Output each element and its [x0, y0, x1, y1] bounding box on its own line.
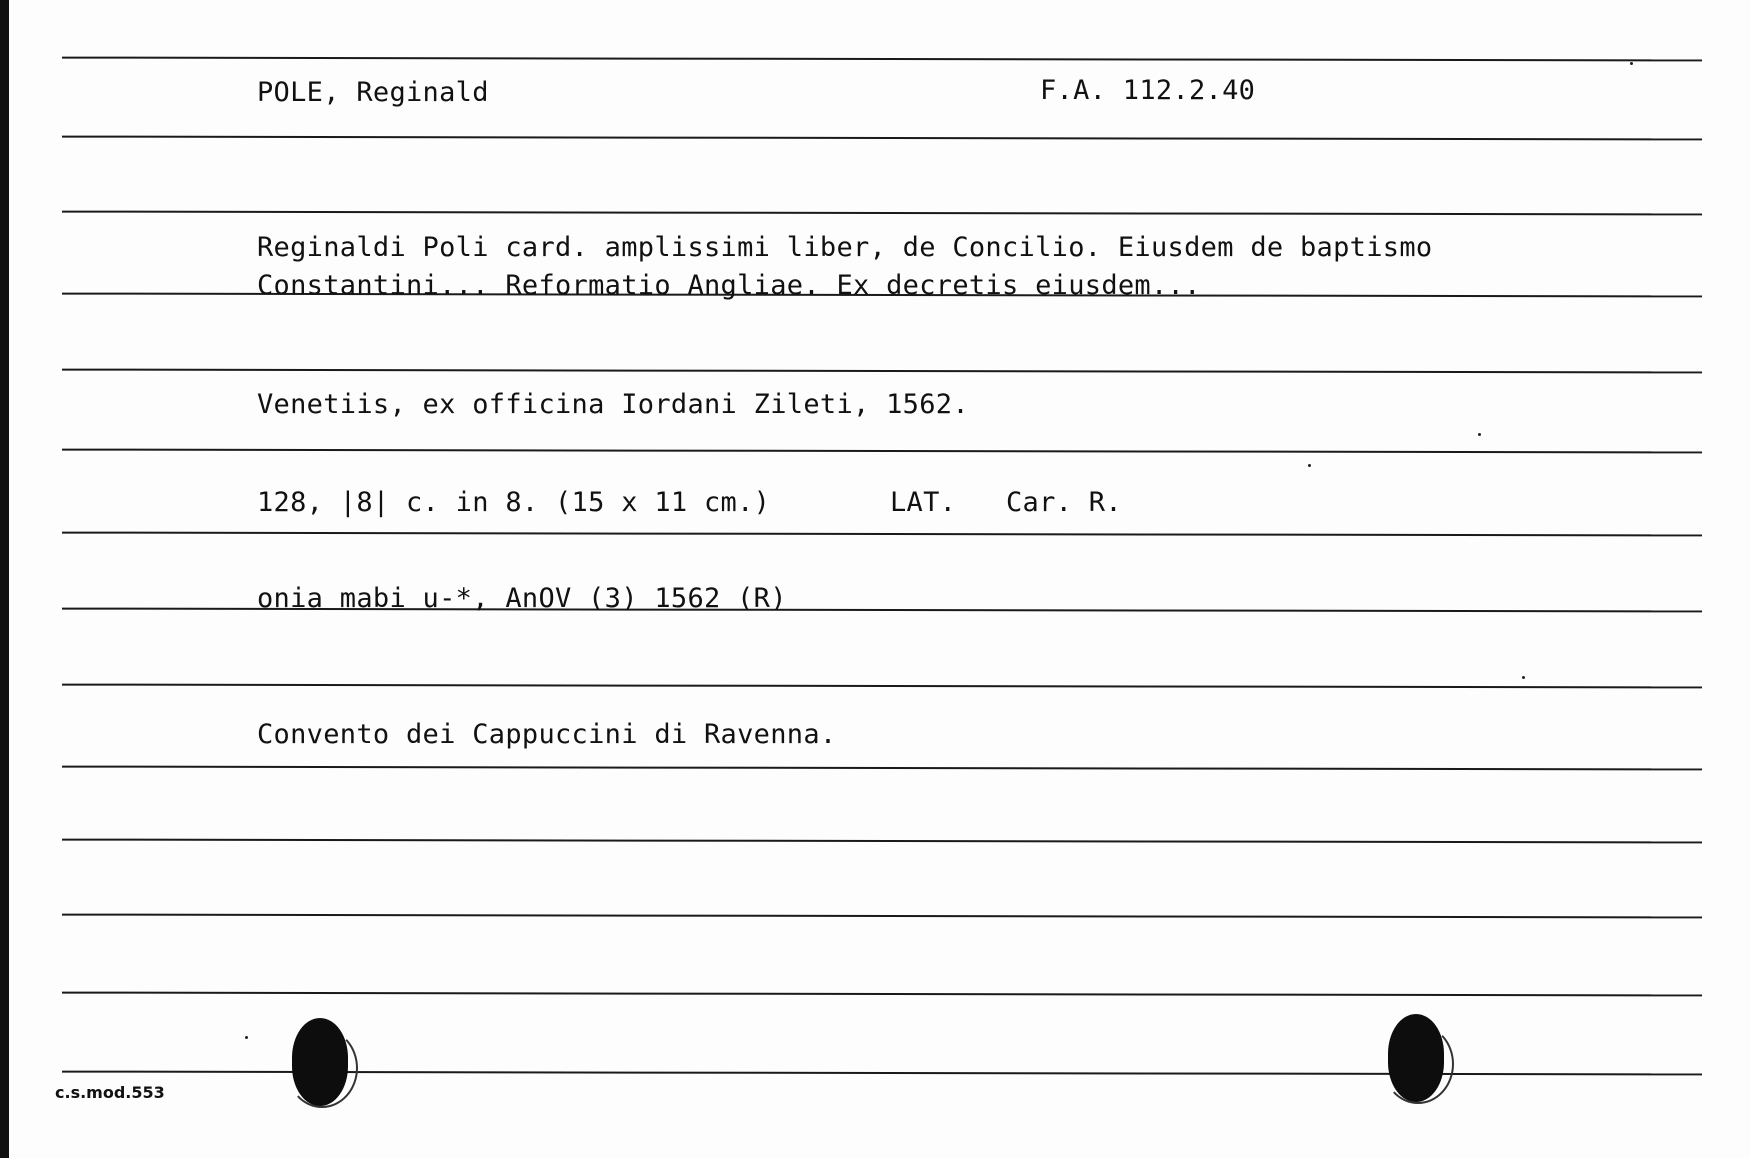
- speck: [1478, 433, 1481, 436]
- notes: Car. R.: [1006, 487, 1122, 518]
- speck: [245, 1036, 248, 1039]
- imprint: Venetiis, ex officina Iordani Zileti, 1562.: [257, 389, 969, 420]
- collation: 128, |8| c. in 8. (15 x 11 cm.): [257, 487, 771, 518]
- ruled-line: [62, 766, 1702, 771]
- speck: [1630, 62, 1633, 65]
- ruled-line: [62, 449, 1702, 454]
- punch-hole-right: [1388, 1014, 1444, 1102]
- ruled-line: [62, 914, 1702, 919]
- ruled-line: [62, 136, 1702, 141]
- card-edge: [0, 0, 9, 1158]
- shelfmark: F.A. 112.2.40: [1040, 75, 1256, 106]
- provenance: Convento dei Cappuccini di Ravenna.: [257, 719, 837, 750]
- ruled-line: [62, 211, 1702, 216]
- fingerprint: onia mabi u-*, AnOV (3) 1562 (R): [257, 583, 787, 614]
- ruled-line: [62, 839, 1702, 844]
- ruled-line: [62, 57, 1702, 62]
- ruled-line: [62, 369, 1702, 374]
- language: LAT.: [890, 487, 957, 518]
- ruled-line: [62, 992, 1702, 997]
- form-code: c.s.mod.553: [55, 1083, 165, 1102]
- speck: [1308, 464, 1311, 467]
- title-line-2: Constantini... Reformatio Angliae. Ex decretis eiusdem...: [257, 270, 1201, 301]
- speck: [1522, 676, 1525, 679]
- ruled-line: [62, 684, 1702, 689]
- author-heading: POLE, Reginald: [257, 77, 489, 108]
- punch-hole-left: [292, 1018, 348, 1106]
- title-line-1: Reginaldi Poli card. amplissimi liber, de Concilio. Eiusdem de baptismo: [257, 232, 1433, 263]
- ruled-line: [62, 532, 1702, 537]
